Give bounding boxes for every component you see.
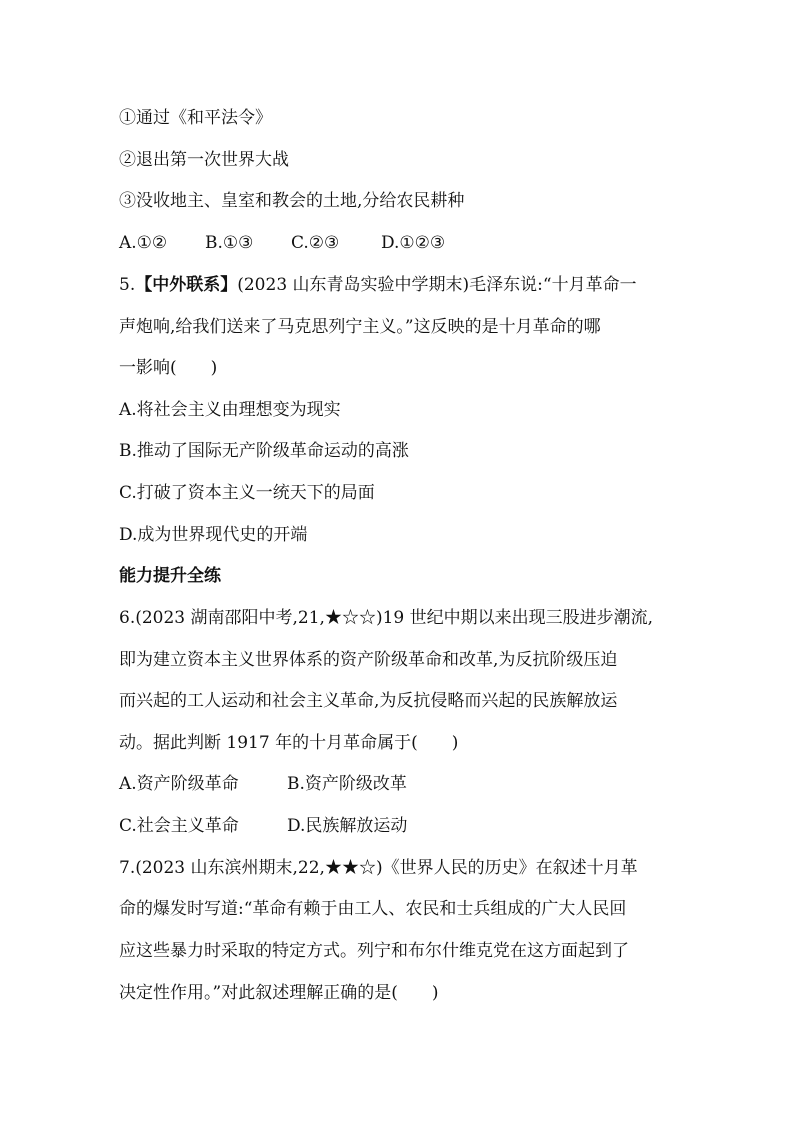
q5-line-2: 声炮响,给我们送来了马克思列宁主义。”这反映的是十月革命的哪 bbox=[119, 317, 601, 337]
q6-line-2: 即为建立资本主义世界体系的资产阶级革命和改革,为反抗阶级压迫 bbox=[119, 650, 618, 670]
item-1: ①通过《和平法令》 bbox=[119, 108, 272, 128]
item-3: ③没收地主、皇室和教会的土地,分给农民耕种 bbox=[119, 191, 465, 211]
q6-option-c: C.社会主义革命 bbox=[119, 816, 239, 836]
section-title: 能力提升全练 bbox=[119, 566, 221, 586]
q4-option-b: B.①③ bbox=[205, 233, 254, 253]
q6-options-row-1 bbox=[119, 773, 679, 795]
q5-option-c: C.打破了资本主义一统天下的局面 bbox=[119, 483, 375, 503]
q5-tag: 【中外联系】 bbox=[135, 275, 238, 295]
q6-option-d: D.民族解放运动 bbox=[287, 816, 408, 836]
q7-line-4: 决定性作用。”对此叙述理解正确的是( ) bbox=[119, 983, 439, 1003]
q7-line-2: 命的爆发时写道:“革命有赖于由工人、农民和士兵组成的广大人民回 bbox=[119, 899, 627, 919]
q5-number: 5. bbox=[119, 275, 136, 295]
q5-option-d: D.成为世界现代史的开端 bbox=[119, 525, 308, 545]
q6-line-1: 6.(2023 湖南邵阳中考,21,★☆☆)19 世纪中期以来出现三股进步潮流, bbox=[119, 608, 654, 628]
q5-option-a: A.将社会主义由理想变为现实 bbox=[119, 400, 341, 420]
q4-option-a: A.①② bbox=[119, 233, 168, 253]
q4-option-c: C.②③ bbox=[291, 233, 340, 253]
q6-line-3: 而兴起的工人运动和社会主义革命,为反抗侵略而兴起的民族解放运 bbox=[119, 691, 618, 711]
q5-line-1-text: (2023 山东青岛实验中学期末)毛泽东说:“十月革命一 bbox=[237, 275, 637, 295]
q4-option-d: D.①②③ bbox=[381, 233, 446, 253]
q4-options bbox=[119, 232, 679, 254]
q6-option-b: B.资产阶级改革 bbox=[287, 774, 407, 794]
q5-line-1 bbox=[119, 274, 679, 296]
q6-line-4: 动。据此判断 1917 年的十月革命属于( ) bbox=[119, 733, 459, 753]
q5-option-b: B.推动了国际无产阶级革命运动的高涨 bbox=[119, 441, 409, 461]
q7-line-3: 应这些暴力时采取的特定方式。列宁和布尔什维克党在这方面起到了 bbox=[119, 941, 629, 961]
q6-option-a: A.资产阶级革命 bbox=[119, 774, 239, 794]
q6-options-row-2 bbox=[119, 815, 679, 837]
item-2: ②退出第一次世界大战 bbox=[119, 150, 289, 170]
q5-line-3: 一影响( ) bbox=[119, 358, 218, 378]
q7-line-1: 7.(2023 山东滨州期末,22,★★☆)《世界人民的历史》在叙述十月革 bbox=[119, 858, 638, 878]
